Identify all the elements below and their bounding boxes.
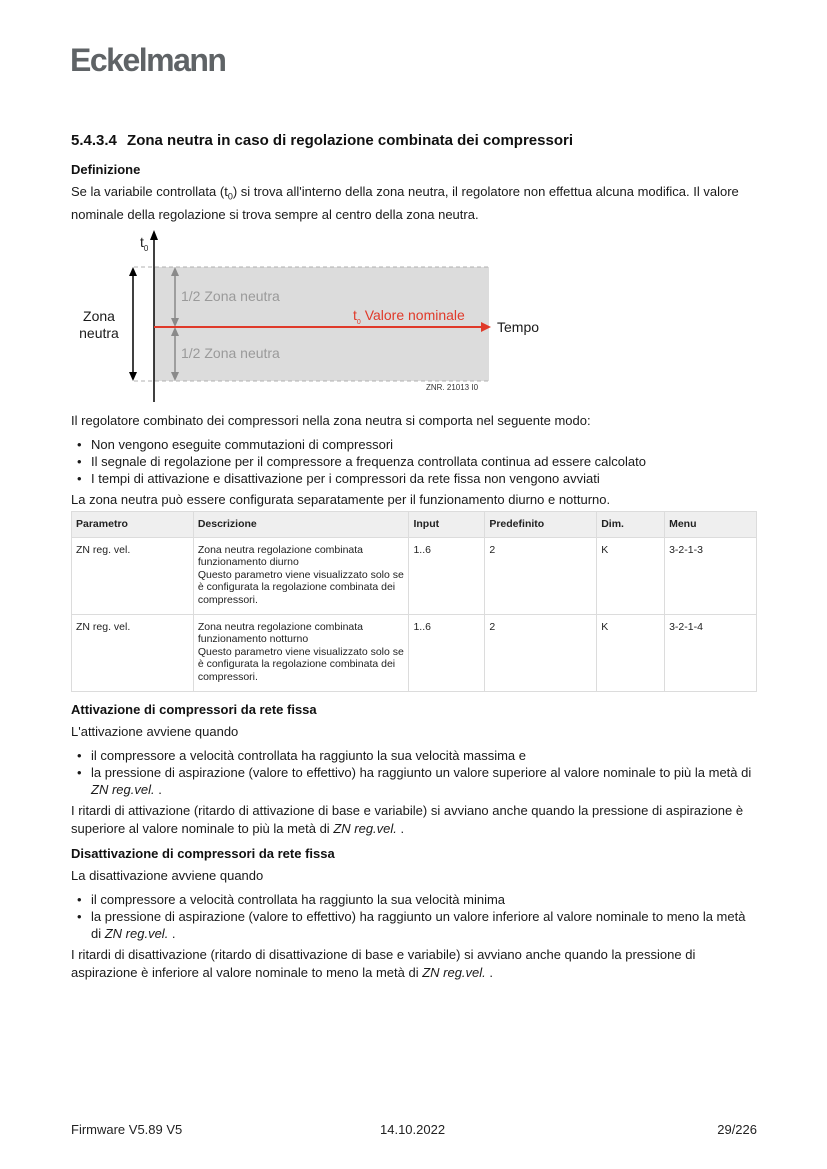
activation-list xyxy=(71,747,759,798)
cell-predefinito: 2 xyxy=(485,537,597,614)
company-logo: Eckelmann xyxy=(70,42,226,78)
cell-menu: 3-2-1-4 xyxy=(665,614,757,691)
deactivation-intro: La disattivazione avviene quando xyxy=(71,867,264,883)
list-item: • la pressione di aspirazione (valore to effettivo) ha raggiunto un valore inferiore al valore nominale to meno la metà di ZN reg.vel. . xyxy=(77,908,759,942)
x-axis-label: Tempo xyxy=(497,318,540,335)
subscript: 0 xyxy=(227,191,233,202)
neutral-zone-diagram xyxy=(71,230,551,402)
cell-predefinito: 2 xyxy=(485,614,597,691)
column-header: Predefinito xyxy=(485,511,597,537)
cell-input: 1..6 xyxy=(409,537,485,614)
half-zone-lower-label: 1/2 Zona neutra xyxy=(181,344,280,361)
zone-label: Zona neutra xyxy=(79,307,119,341)
diagram-svg xyxy=(71,230,551,402)
cell-dim: K xyxy=(597,614,665,691)
page-content xyxy=(71,132,759,988)
cell-parametro: ZN reg. vel. xyxy=(72,537,194,614)
setpoint-label: $t_0$ Valore nominale xyxy=(353,306,465,326)
footer-date: 14.10.2022 xyxy=(380,1122,446,1137)
y-axis-label: $t_0$ xyxy=(140,233,149,253)
cell-descrizione: Zona neutra regolazione combinata funzionamento diurno Questo parametro viene visualizzato solo se è configurata la regolazione combinata dei compressori. xyxy=(193,537,409,614)
table-row xyxy=(72,537,757,614)
column-header: Menu xyxy=(665,511,757,537)
activation-heading: Attivazione di compressori da rete fissa xyxy=(71,701,317,717)
definition-text xyxy=(71,183,759,224)
list-item: • Non vengono eseguite commutazioni di compressori xyxy=(77,436,759,453)
section-number: 5.4.3.4 xyxy=(71,132,117,149)
page-footer xyxy=(71,1122,757,1140)
column-header: Descrizione xyxy=(193,511,409,537)
list-item: • la pressione di aspirazione (valore to effettivo) ha raggiunto un valore superiore al valore nominale to più la metà di ZN reg.vel. . xyxy=(77,764,759,798)
cell-parametro: ZN reg. vel. xyxy=(72,614,194,691)
activation-intro: L'attivazione avviene quando xyxy=(71,723,239,739)
footer-page-number: 29/226 xyxy=(717,1122,757,1137)
column-header: Parametro xyxy=(72,511,194,537)
definition-text-part: ) si trova all'interno della zona neutra, il regolatore non effettua alcuna modifica. Il valore nominale della regolazione si trova sempre al centro della zona neutra. xyxy=(71,184,739,222)
section-title xyxy=(71,132,759,149)
behaviour-intro: Il regolatore combinato dei compressori nella zona neutra si comporta nel seguente modo: xyxy=(71,412,591,428)
cell-descrizione: Zona neutra regolazione combinata funzionamento notturno Questo parametro viene visualizzato solo se è configurata la regolazione combinata dei compressori. xyxy=(193,614,409,691)
cell-input: 1..6 xyxy=(409,614,485,691)
y-axis-arrow-icon xyxy=(150,230,158,240)
cell-dim: K xyxy=(597,537,665,614)
behaviour-list xyxy=(71,436,759,487)
section-title-text: Zona neutra in caso di regolazione combinata dei compressori xyxy=(127,132,573,149)
definition-heading: Definizione xyxy=(71,162,141,177)
column-header: Input xyxy=(409,511,485,537)
deactivation-heading: Disattivazione di compressori da rete fissa xyxy=(71,845,335,861)
table-row xyxy=(72,614,757,691)
cell-menu: 3-2-1-3 xyxy=(665,537,757,614)
footer-firmware: Firmware V5.89 V5 xyxy=(71,1122,183,1137)
definition-text-part: Se la variabile controllata (t xyxy=(71,184,228,199)
list-item: • Il segnale di regolazione per il compressore a frequenza controllata continua ad essere calcolato xyxy=(77,453,759,470)
list-item: • il compressore a velocità controllata ha raggiunto la sua velocità massima e xyxy=(77,747,759,764)
table-header-row xyxy=(72,511,757,537)
list-item: • il compressore a velocità controllata ha raggiunto la sua velocità minima xyxy=(77,891,759,908)
deactivation-list xyxy=(71,891,759,942)
deactivation-paragraph: I ritardi di disattivazione (ritardo di disattivazione di base e variabile) si avviano anche quando la pressione di aspirazione è inferiore al valore nominale to meno la metà di ZN reg.vel. . xyxy=(71,946,696,980)
behaviour-note: La zona neutra può essere configurata separatamente per il funzionamento diurno e notturno. xyxy=(71,491,611,507)
activation-paragraph: I ritardi di attivazione (ritardo di attivazione di base e variabile) si avviano anche quando la pressione di aspirazione è superiore al valore nominale to più la metà di ZN reg.vel. . xyxy=(71,802,744,836)
parameter-table xyxy=(71,511,757,692)
figure-id: ZNR. 21013 I0 xyxy=(426,382,479,392)
column-header: Dim. xyxy=(597,511,665,537)
half-zone-upper-label: 1/2 Zona neutra xyxy=(181,287,280,304)
list-item: • I tempi di attivazione e disattivazione per i compressori da rete fissa non vengono avviati xyxy=(77,470,759,487)
